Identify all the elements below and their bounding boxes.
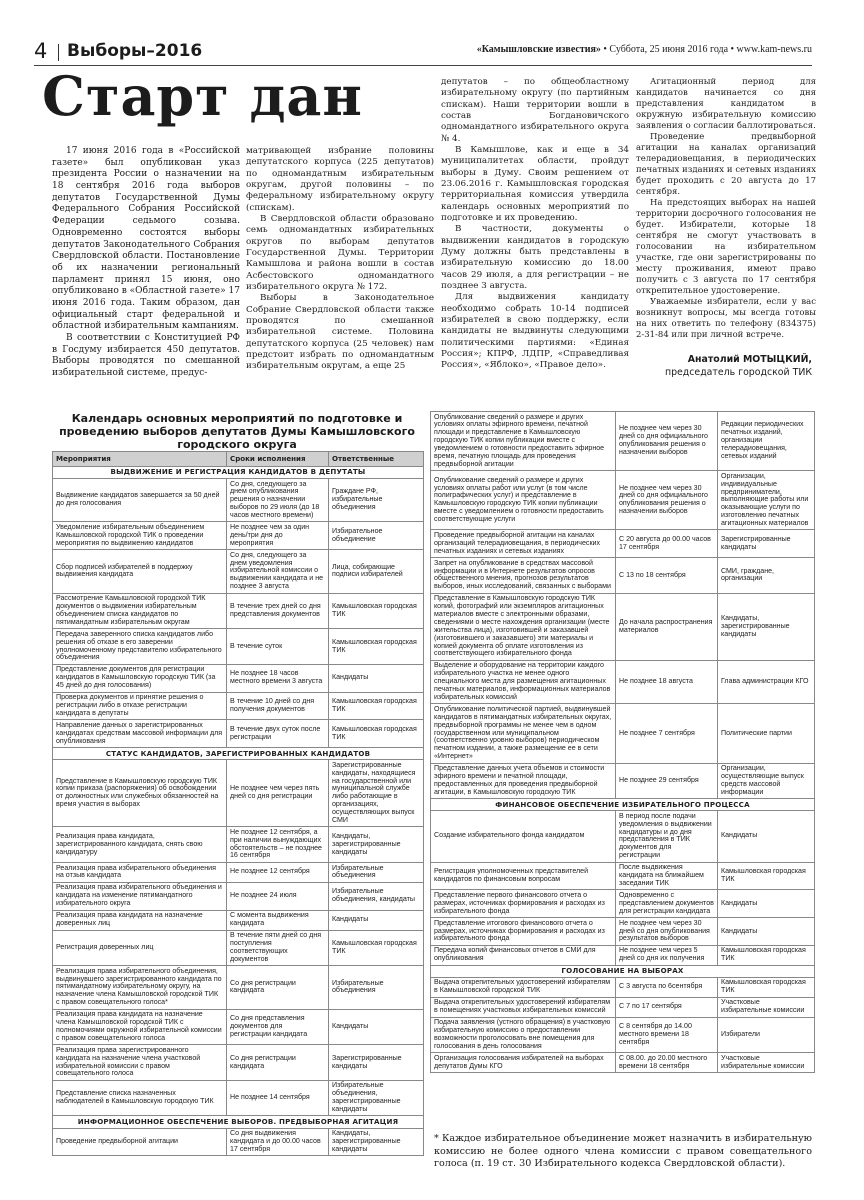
activity-cell: Представление документов для регистрации кандидатов в Камышловскую городскую ТИК (за 45 дней до дня голосования) bbox=[53, 664, 227, 692]
deadline-cell: С 7 по 17 сентября bbox=[616, 997, 718, 1017]
activity-cell: Реализация права избирательного объединения и кандидата на изменение пятимандатного избирательного округа bbox=[53, 882, 227, 910]
deadline-cell: Не позднее 7 сентября bbox=[616, 704, 718, 763]
activity-cell: Выдача открепительных удостоверений избирателям в Камышловской городской ТИК bbox=[431, 977, 616, 997]
table-row bbox=[53, 930, 424, 966]
table-row bbox=[431, 593, 815, 660]
responsible-cell: Камышловская городская ТИК bbox=[329, 593, 424, 629]
paragraph: Выборы в Законодательное Собрание Свердловской области также проводятся по смешанной избирательной системе. Половина депутатского корпуса (25 человек) нам предстоит избрать по одномандатным избирательным округам, а еще 25 bbox=[246, 293, 434, 372]
responsible-cell: Кандидаты bbox=[718, 811, 815, 862]
responsible-cell: Камышловская городская ТИК bbox=[329, 692, 424, 720]
deadline-cell: Одновременно с представлением документов для регистрации кандидата bbox=[616, 890, 718, 918]
activity-cell: Реализация права кандидата на назначение доверенных лиц bbox=[53, 910, 227, 930]
paragraph: Агитационный период для кандидатов начинается со дня представления кандидатом в окружную избирательную комиссию заявления о согласии баллотироваться. bbox=[636, 77, 816, 131]
responsible-cell: Зарегистрированные кандидаты bbox=[718, 530, 815, 558]
activity-cell: Представление в Камышловскую городскую ТИК копии приказа (распоряжения) об освобождении от должностных или служебных обязанностей на время участия в выборах bbox=[53, 760, 227, 827]
responsible-cell: Кандидаты bbox=[718, 890, 815, 918]
column-header: Сроки исполнения bbox=[227, 452, 329, 467]
paragraph: 17 июня 2016 года в «Российской газете» был опубликован указ президента России о назначении на 18 сентября 2016 года выборов депутатов Государственной Думы Федерального Собрания Российской Федерации седьмого созыва. Одновременно состоятся выборы депутатов Законодательного Собрания Свердловской области. Постановление об их назначении региональный парламент принял 15 июня, оно опубликовано в «Областной газете» 17 июня 2016 года. Таким образом, дан официальный старт федеральной и областной избирательным кампаниям. bbox=[52, 146, 240, 332]
deadline-cell: Со дня регистрации кандидата bbox=[227, 1045, 329, 1081]
table-row bbox=[431, 763, 815, 799]
paragraph: Для выдвижения кандидату необходимо собрать 10-14 подписей избирателей в свою поддержку, если кандидаты не выдвинуты следующими политическими партиями: «Единая Россия»; КПРФ, ЛДПР, «Справедливая Россия», «Яблоко», «Правое дело». bbox=[441, 292, 629, 371]
section-heading: ВЫДВИЖЕНИЕ И РЕГИСТРАЦИЯ КАНДИДАТОВ В ДЕПУТАТЫ bbox=[53, 466, 424, 478]
deadline-cell: С 8 сентября до 14.00 местного времени 18 сентября bbox=[616, 1017, 718, 1053]
responsible-cell: Избирательные объединения bbox=[329, 966, 424, 1009]
deadline-cell: Не позднее чем через пять дней со дня регистрации bbox=[227, 760, 329, 827]
table-row bbox=[53, 1080, 424, 1116]
activity-cell: Выделение и оборудование на территории каждого избирательного участка не менее одного специального места для размещения агитационных печатных материалов, информационных материалов избирательных комиссий bbox=[431, 660, 616, 703]
article-column-2 bbox=[246, 146, 434, 373]
activity-cell: Создание избирательного фонда кандидатом bbox=[431, 811, 616, 862]
footnote: * Каждое избирательное объединение может назначить в избирательную комиссию не более одного члена комиссии с правом совещательного голоса (п. 19 ст. 30 Избирательного кодекса Свердловской области). bbox=[434, 1133, 812, 1170]
activity-cell: Реализация права кандидата, зарегистрированного кандидата, снять свою кандидатуру bbox=[53, 827, 227, 863]
activity-cell: Опубликование политической партией, выдвинувшей кандидатов в пятимандатных избирательных округах, предвыборной программы не менее чем в одном государственном или муниципальном (соответственно уровню выборов) периодическом печатном издании, а также размещение ее в сети «Интернет» bbox=[431, 704, 616, 763]
deadline-cell: С 3 августа по 6сентября bbox=[616, 977, 718, 997]
responsible-cell: Камышловская городская ТИК bbox=[718, 977, 815, 997]
column-header: Ответственные bbox=[329, 452, 424, 467]
paragraph: Уважаемые избиратели, если у вас возникнут вопросы, мы всегда готовы на них ответить по телефону (834375) 2-31-84 или при личной встрече. bbox=[636, 297, 816, 340]
responsible-cell: Избирательные объединения bbox=[329, 862, 424, 882]
deadline-cell: Не позднее 18 августа bbox=[616, 660, 718, 703]
activity-cell: Представление данных учета объемов и стоимости эфирного времени и печатной площади, предоставленных для проведения предвыборной агитации, в Камышловскую городскую ТИК bbox=[431, 763, 616, 799]
deadline-cell: В течение пяти дней со дня поступления соответствующих документов bbox=[227, 930, 329, 966]
activity-cell: Передача копий финансовых отчетов в СМИ для опубликования bbox=[431, 945, 616, 965]
issue-date-site: • Суббота, 25 июня 2016 года • www.kam-news.ru bbox=[600, 44, 812, 55]
table-row bbox=[431, 412, 815, 471]
table-row bbox=[431, 530, 815, 558]
deadline-cell: Со дня, следующего за днем уведомления избирательной комиссии о выдвижении кандидата и не позднее 3 августа bbox=[227, 550, 329, 593]
newspaper-name: «Камышловские известия» bbox=[476, 44, 601, 55]
activity-cell: Представление в Камышловскую городскую ТИК копий, фотографий или экземпляров агитационных материалов вместе с электронными образами, сведениями о месте нахождения организации (месте жительства лица), изготовившей и заказавшей (изготовившего и заказавшего) эти материалы и копией документа об оплате изготовления из соответствующего избирательного фонда bbox=[431, 593, 616, 660]
deadline-cell: После выдвижения кандидата на ближайшем заседании ТИК bbox=[616, 862, 718, 890]
table-row bbox=[431, 1053, 815, 1073]
responsible-cell: Кандидаты bbox=[329, 664, 424, 692]
table-section-row bbox=[431, 965, 815, 977]
section-heading: СТАТУС КАНДИДАТОВ, ЗАРЕГИСТРИРОВАННЫХ КАНДИДАТОВ bbox=[53, 748, 424, 760]
activity-cell: Выдача открепительных удостоверений избирателям в помещениях участковых избирательных комиссий bbox=[431, 997, 616, 1017]
table-row bbox=[53, 692, 424, 720]
table-row bbox=[53, 593, 424, 629]
article-column-3 bbox=[441, 77, 629, 372]
signature-role: председатель городской ТИК bbox=[664, 366, 812, 378]
deadline-cell: Со дня регистрации кандидата bbox=[227, 966, 329, 1009]
table-row bbox=[431, 1017, 815, 1053]
responsible-cell: Избирательные объединения, зарегистрированные кандидаты bbox=[329, 1080, 424, 1116]
deadline-cell: Не позднее чем за один день/три дня до мероприятия bbox=[227, 522, 329, 550]
activity-cell: Запрет на опубликование в средствах массовой информации и в Интернете результатов опросов общественного мнения, прогнозов результатов выборов, иных исследований, связанных с выборами bbox=[431, 558, 616, 594]
deadline-cell: До начала распространения материалов bbox=[616, 593, 718, 660]
responsible-cell: Камышловская городская ТИК bbox=[718, 862, 815, 890]
activity-cell: Направление данных о зарегистрированных кандидатах средствам массовой информации для опубликования bbox=[53, 720, 227, 748]
table-row bbox=[431, 811, 815, 862]
deadline-cell: Не позднее чем через 30 дней со дня опубликования результатов выборов bbox=[616, 918, 718, 946]
article-column-1 bbox=[52, 146, 240, 380]
activity-cell: Организация голосования избирателей на выборах депутатов Думы КГО bbox=[431, 1053, 616, 1073]
responsible-cell: Кандидаты, зарегистрированные кандидаты bbox=[329, 827, 424, 863]
paragraph: В частности, документы о выдвижении кандидатов в городскую Думу должны быть представлены в избирательную комиссию до 18.00 часов 29 июля, а для регистрации – не позднее 3 августа. bbox=[441, 224, 629, 291]
table-row bbox=[53, 522, 424, 550]
responsible-cell: Камышловская городская ТИК bbox=[329, 629, 424, 665]
table-row bbox=[53, 760, 424, 827]
paragraph: матривающей избрание половины депутатского корпуса (225 депутатов) по одномандатным избирательным округам, другой половины – по федеральному избирательному округу (спискам). bbox=[246, 146, 434, 213]
deadline-cell: В течение суток bbox=[227, 629, 329, 665]
paragraph: Проведение предвыборной агитации на каналах организаций телерадиовещания, в периодических печатных изданиях и сетевых изданиях будет проходить с 20 августа до 17 сентября. bbox=[636, 132, 816, 197]
table-row bbox=[53, 1009, 424, 1045]
table-row bbox=[431, 977, 815, 997]
table-row bbox=[53, 664, 424, 692]
activity-cell: Подача заявления (устного обращения) в участковую избирательную комиссию о предоставлении возможности проголосовать вне помещения для голосования в день голосования bbox=[431, 1017, 616, 1053]
activity-cell: Реализация права избирательного объединения на отзыв кандидата bbox=[53, 862, 227, 882]
table-row bbox=[53, 827, 424, 863]
deadline-cell: С момента выдвижения кандидата bbox=[227, 910, 329, 930]
responsible-cell: Избирательное объединение bbox=[329, 522, 424, 550]
activity-cell: Представление списка назначенных наблюдателей в Камышловскую городскую ТИК bbox=[53, 1080, 227, 1116]
activity-cell: Реализация права кандидата на назначение члена Камышловской городской ТИК с полномочиями окружной избирательной комиссии с правом совещательного голоса bbox=[53, 1009, 227, 1045]
activity-cell: Проверка документов и принятие решения о регистрации либо в отказе регистрации кандидата в депутаты bbox=[53, 692, 227, 720]
responsible-cell: Редакции периодических печатных изданий, организации телерадиовещания, сетевых изданий bbox=[718, 412, 815, 471]
table-row bbox=[53, 629, 424, 665]
deadline-cell: В течение двух суток после регистрации bbox=[227, 720, 329, 748]
activity-cell: Проведение предвыборной агитации bbox=[53, 1128, 227, 1156]
paragraph: В Камышлове, как и еще в 34 муниципалитетах области, пройдут выборы в Думу. Своим решением от 23.06.2016 г. Камышловская городская территориальная комиссия утвердила календарь основных мероприятий по подготовке и их проведению. bbox=[441, 144, 629, 223]
responsible-cell: Граждане РФ, избирательные объединения bbox=[329, 478, 424, 521]
deadline-cell: Со дня выдвижения кандидата и до 00.00 часов 17 сентября bbox=[227, 1128, 329, 1156]
section-title: Выборы–2016 bbox=[67, 41, 203, 61]
deadline-cell: Не позднее 29 сентября bbox=[616, 763, 718, 799]
deadline-cell: Не позднее чем через 5 дней со дня их получения bbox=[616, 945, 718, 965]
section-heading: ФИНАНСОВОЕ ОБЕСПЕЧЕНИЕ ИЗБИРАТЕЛЬНОГО ПРОЦЕССА bbox=[431, 799, 815, 811]
table-row bbox=[431, 918, 815, 946]
responsible-cell: Камышловская городская ТИК bbox=[329, 720, 424, 748]
calendar-table-right bbox=[430, 411, 815, 1073]
signature-name: Анатолий МОТЫЦКИЙ, bbox=[687, 354, 812, 365]
deadline-cell: Со дня, следующего за днем опубликования решения о назначении выборов по 29 июля (до 18 часов местного времени) bbox=[227, 478, 329, 521]
activity-cell: Регистрация доверенных лиц bbox=[53, 930, 227, 966]
table-row bbox=[431, 558, 815, 594]
deadline-cell: Не позднее 24 июля bbox=[227, 882, 329, 910]
activity-cell: Проведение предвыборной агитации на каналах организаций телерадиовещания, в периодических печатных изданиях и сетевых изданиях bbox=[431, 530, 616, 558]
responsible-cell: Лица, собирающие подписи избирателей bbox=[329, 550, 424, 593]
deadline-cell: В течение трех дней со дня представления документов bbox=[227, 593, 329, 629]
table-section-row bbox=[53, 466, 424, 478]
responsible-cell: Организации, индивидуальные предприниматели, выполняющие работы или оказывающие услуги по изготовлению печатных агитационных материалов bbox=[718, 471, 815, 530]
activity-cell: Реализация права зарегистрированного кандидата на назначение члена участковой избирательной комиссии с правом совещательного голоса bbox=[53, 1045, 227, 1081]
activity-cell: Регистрация уполномоченных представителей кандидатов по финансовым вопросам bbox=[431, 862, 616, 890]
table-row bbox=[431, 997, 815, 1017]
responsible-cell: Глава администрации КГО bbox=[718, 660, 815, 703]
column-header: Мероприятия bbox=[53, 452, 227, 467]
responsible-cell: Камышловская городская ТИК bbox=[718, 945, 815, 965]
table-row bbox=[431, 660, 815, 703]
deadline-cell: Не позднее 12 сентября bbox=[227, 862, 329, 882]
activity-cell: Реализация права избирательного объединения, выдвинувшего зарегистрированного кандидата по пятимандатному избирательному округу, на назначение члена Камышловской городской ТИК с правом совещательного голоса* bbox=[53, 966, 227, 1009]
responsible-cell: Политические партии bbox=[718, 704, 815, 763]
table-row bbox=[53, 720, 424, 748]
table-row bbox=[431, 471, 815, 530]
activity-cell: Опубликование сведений о размере и других условиях оплаты работ или услуг (в том числе полиграфических услуг) и представление в Камышловскую городскую ТИК копии публикации вместе с уведомлением о готовности предоставить соответствующие услуги bbox=[431, 471, 616, 530]
calendar-title: Календарь основных мероприятий по подготовке и проведению выборов депутатов Думы Камышловского городского округа bbox=[59, 412, 415, 451]
table-section-row bbox=[53, 1116, 424, 1128]
article-column-4 bbox=[636, 77, 816, 341]
section-heading: ИНФОРМАЦИОННОЕ ОБЕСПЕЧЕНИЕ ВЫБОРОВ. ПРЕДВЫБОРНАЯ АГИТАЦИЯ bbox=[53, 1116, 424, 1128]
deadline-cell: Со дня представления документов для регистрации кандидата bbox=[227, 1009, 329, 1045]
table-row bbox=[431, 704, 815, 763]
responsible-cell: Зарегистрированные кандидаты bbox=[329, 1045, 424, 1081]
responsible-cell: СМИ, граждане, организации bbox=[718, 558, 815, 594]
table-row bbox=[53, 882, 424, 910]
activity-cell: Выдвижение кандидатов завершается за 50 дней до дня голосования bbox=[53, 478, 227, 521]
paragraph: В Свердловской области образовано семь одномандатных избирательных округов по выборам депутатов Государственной Думы. Территории Камышлова и района вошли в состав Асбестовского одномандатного избирательного округа № 172. bbox=[246, 213, 434, 292]
activity-cell: Уведомление избирательным объединением Камышловской городской ТИК о проведении мероприятия по выдвижению кандидатов bbox=[53, 522, 227, 550]
responsible-cell: Избирательные объединения, кандидаты bbox=[329, 882, 424, 910]
responsible-cell: Участковые избирательные комиссии bbox=[718, 1053, 815, 1073]
deadline-cell: С 13 по 18 сентября bbox=[616, 558, 718, 594]
table-row bbox=[431, 890, 815, 918]
activity-cell: Представление итогового финансового отчета о размерах, источниках формирования и расходах из избирательного фонда bbox=[431, 918, 616, 946]
deadline-cell: В течение 10 дней со дня получения документов bbox=[227, 692, 329, 720]
calendar-table-left bbox=[52, 451, 424, 1156]
responsible-cell: Камышловская городская ТИК bbox=[329, 930, 424, 966]
deadline-cell: Не позднее чем через 30 дней со дня официального опубликования решения о назначении выборов bbox=[616, 471, 718, 530]
deadline-cell: Не позднее 12 сентября, а при наличии вынуждающих обстоятельств – не позднее 16 сентября bbox=[227, 827, 329, 863]
activity-cell: Представление первого финансового отчета о размерах, источниках формирования и расходах из избирательного фонда bbox=[431, 890, 616, 918]
deadline-cell: Не позднее чем через 30 дней со дня официального опубликования решения о назначении выборов bbox=[616, 412, 718, 471]
responsible-cell: Кандидаты bbox=[718, 918, 815, 946]
responsible-cell: Избиратели bbox=[718, 1017, 815, 1053]
activity-cell: Рассмотрение Камышловской городской ТИК документов о выдвижении избирательным объединением списка кандидатов по пятимандатным избирательным округам bbox=[53, 593, 227, 629]
deadline-cell: С 08.00. до 20.00 местного времени 18 сентября bbox=[616, 1053, 718, 1073]
paragraph: На предстоящих выборах на нашей территории досрочного голосования не будет. Избиратели, которые 18 сентября не смогут участвовать в голосовании на избирательном участке, где они зарегистрированы по месту проживания, имеют право получить с 3 августа по 17 сентября открепительное удостоверение. bbox=[636, 198, 816, 296]
activity-cell: Опубликование сведений о размере и других условиях оплаты эфирного времени, печатной площади и представление в Камышловскую городскую ТИК копии публикации вместе с уведомлением о готовности предоставить эфирное время, печатную площадь для проведения предвыборной агитации bbox=[431, 412, 616, 471]
section-heading: ГОЛОСОВАНИЕ НА ВЫБОРАХ bbox=[431, 965, 815, 977]
responsible-cell: Зарегистрированные кандидаты, находящиеся на государственной или муниципальной службе либо работающие в организациях, осуществляющих выпуск СМИ bbox=[329, 760, 424, 827]
table-row bbox=[53, 1045, 424, 1081]
table-row bbox=[53, 1128, 424, 1156]
article-headline: Старт дан bbox=[42, 64, 363, 128]
responsible-cell: Кандидаты bbox=[329, 910, 424, 930]
table-row bbox=[431, 945, 815, 965]
paragraph: депутатов – по общеобластному избирательному округу (по партийным спискам). Наши территории вошли в состав Богдановичского одномандатного избирательного округа № 4. bbox=[441, 77, 629, 144]
table-section-row bbox=[53, 748, 424, 760]
deadline-cell: Не позднее 18 часов местного времени 3 августа bbox=[227, 664, 329, 692]
responsible-cell: Участковые избирательные комиссии bbox=[718, 997, 815, 1017]
deadline-cell: Не позднее 14 сентября bbox=[227, 1080, 329, 1116]
paragraph: В соответствии с Конституцией РФ в Госдуму избирается 450 депутатов. Выборы проводятся по смешанной избирательной системе, предус- bbox=[52, 333, 240, 379]
table-row bbox=[53, 910, 424, 930]
deadline-cell: С 20 августа до 00.00 часов 17 сентября bbox=[616, 530, 718, 558]
responsible-cell: Кандидаты, зарегистрированные кандидаты bbox=[718, 593, 815, 660]
table-row bbox=[53, 478, 424, 521]
table-row bbox=[53, 862, 424, 882]
header-meta bbox=[477, 44, 812, 55]
activity-cell: Сбор подписей избирателей в поддержку выдвижения кандидата bbox=[53, 550, 227, 593]
deadline-cell: В период после подачи уведомления о выдвижении кандидатуры и до дня представления в ТИК документов для регистрации bbox=[616, 811, 718, 862]
table-row bbox=[53, 550, 424, 593]
responsible-cell: Организации, осуществляющие выпуск средств массовой информации bbox=[718, 763, 815, 799]
header-divider bbox=[58, 44, 59, 61]
table-header-row bbox=[53, 452, 424, 467]
responsible-cell: Кандидаты bbox=[329, 1009, 424, 1045]
responsible-cell: Кандидаты, зарегистрированные кандидаты bbox=[329, 1128, 424, 1156]
article-signature bbox=[636, 354, 812, 379]
page-number: 4 bbox=[34, 39, 48, 63]
table-row bbox=[53, 966, 424, 1009]
table-section-row bbox=[431, 799, 815, 811]
table-row bbox=[431, 862, 815, 890]
activity-cell: Передача заверенного списка кандидатов либо решения об отказе в его заверении уполномоченному представителю избирательного объединения bbox=[53, 629, 227, 665]
